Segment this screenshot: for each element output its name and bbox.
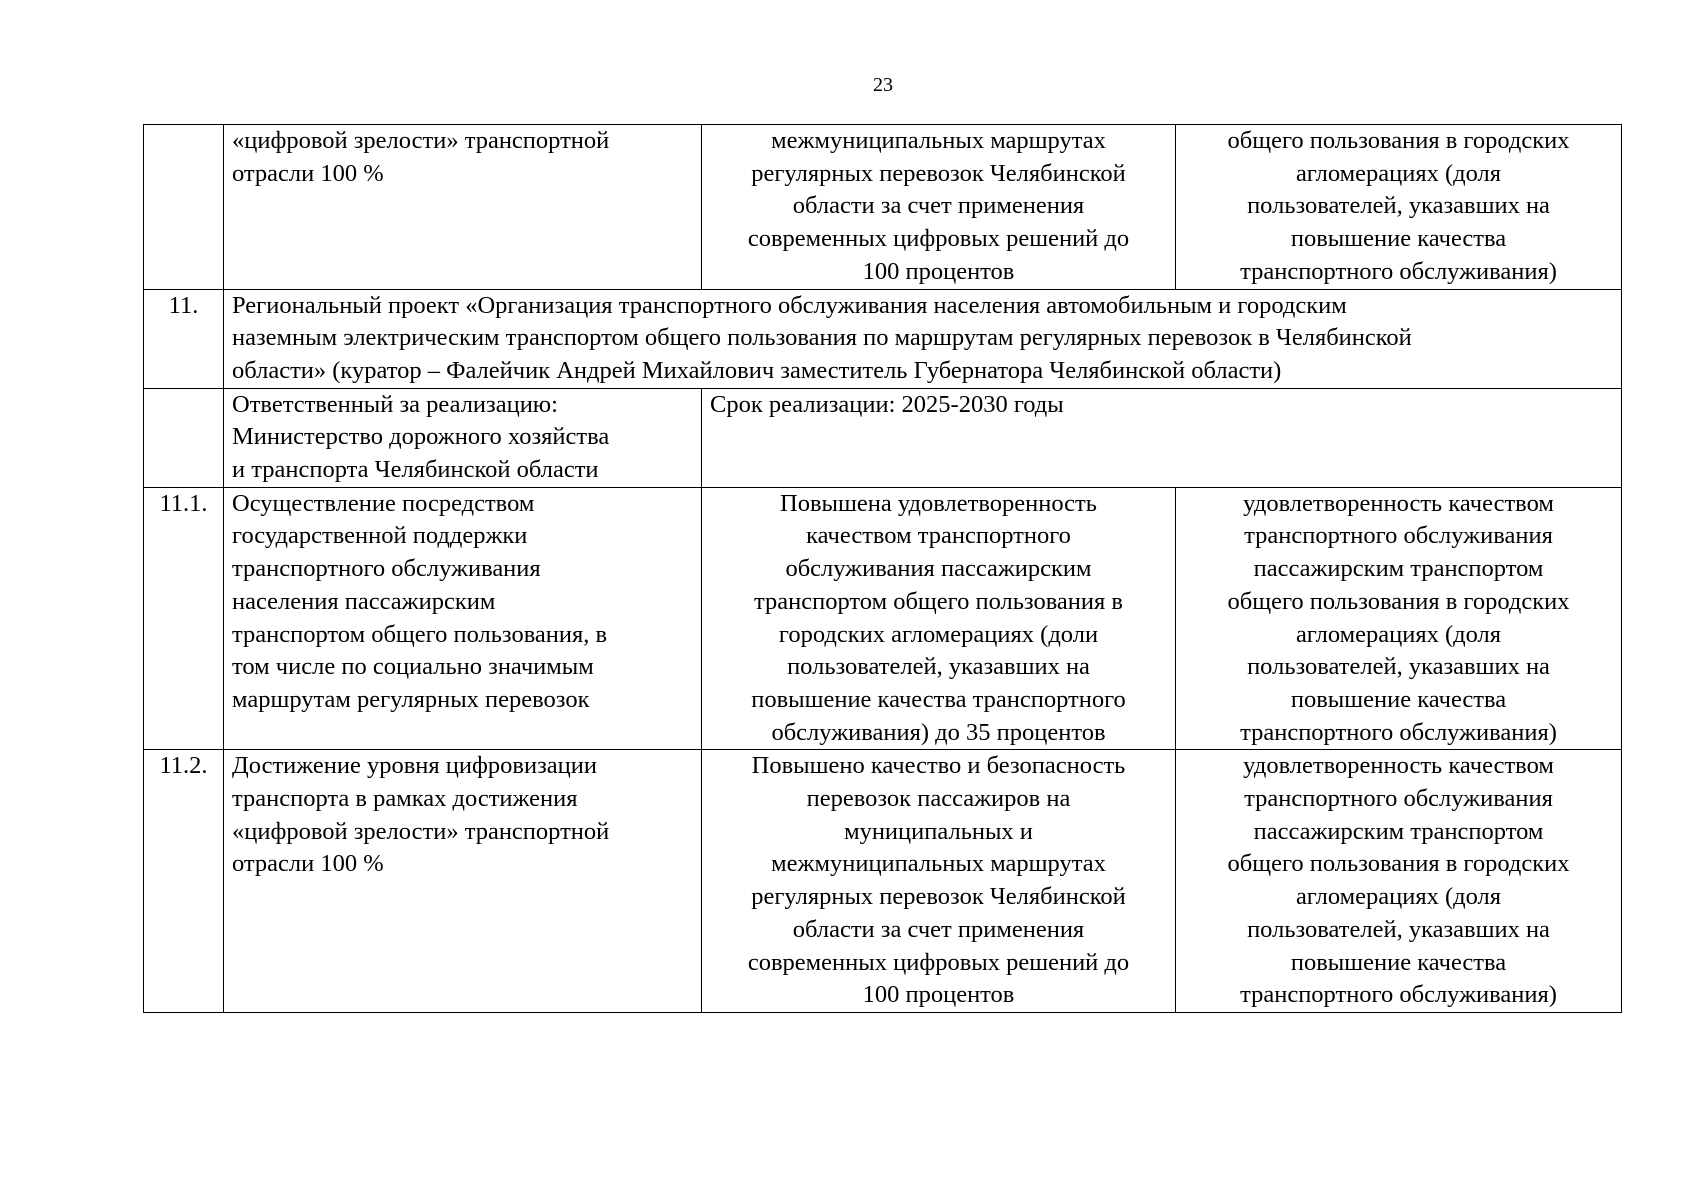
- indicator-cell: удовлетворенность качеством транспортного обслуживания пассажирским транспортом общего пользования в городских агломерациях (доля пользователей, указавших на повышение качества транспортного обслуживания): [1176, 487, 1622, 750]
- table-row-project: [144, 289, 1622, 388]
- page-number: 23: [873, 74, 893, 96]
- term-cell: Срок реализации: 2025-2030 годы: [702, 388, 1622, 487]
- table-row: [144, 750, 1622, 1013]
- row-number: 11.2.: [144, 750, 224, 1013]
- table-row-continuation: [144, 125, 1622, 290]
- activity-cell: Достижение уровня цифровизации транспорта в рамках достижения «цифровой зрелости» транспортной отрасли 100 %: [224, 750, 702, 1013]
- activity-cell: «цифровой зрелости» транспортной отрасли 100 %: [224, 125, 702, 290]
- project-title: Региональный проект «Организация транспортного обслуживания населения автомобильным и городским наземным электрическим транспортом общего пользования по маршрутам регулярных перевозок в Челябинской области» (куратор – Фалейчик Андрей Михайлович заместитель Губернатора Челябинской области): [224, 289, 1622, 388]
- result-cell: Повышено качество и безопасность перевозок пассажиров на муниципальных и межмуниципальных маршрутах регулярных перевозок Челябинской области за счет применения современных цифровых решений до 100 процентов: [702, 750, 1176, 1013]
- responsible-cell: Ответственный за реализацию: Министерство дорожного хозяйства и транспорта Челябинской области: [224, 388, 702, 487]
- project-number: 11.: [144, 289, 224, 388]
- measures-table: [143, 124, 1622, 1013]
- result-cell: межмуниципальных маршрутах регулярных перевозок Челябинской области за счет применения современных цифровых решений до 100 процентов: [702, 125, 1176, 290]
- row-number: 11.1.: [144, 487, 224, 750]
- table-row-responsible: [144, 388, 1622, 487]
- row-number: [144, 125, 224, 290]
- result-cell: Повышена удовлетворенность качеством транспортного обслуживания пассажирским транспортом общего пользования в городских агломерациях (доли пользователей, указавших на повышение качества транспортного обслуживания) до 35 процентов: [702, 487, 1176, 750]
- indicator-cell: удовлетворенность качеством транспортного обслуживания пассажирским транспортом общего пользования в городских агломерациях (доля пользователей, указавших на повышение качества транспортного обслуживания): [1176, 750, 1622, 1013]
- table-row: [144, 487, 1622, 750]
- activity-cell: Осуществление посредством государственной поддержки транспортного обслуживания населения пассажирским транспортом общего пользования, в том числе по социально значимым маршрутам регулярных перевозок: [224, 487, 702, 750]
- indicator-cell: общего пользования в городских агломерациях (доля пользователей, указавших на повышение качества транспортного обслуживания): [1176, 125, 1622, 290]
- row-number: [144, 388, 224, 487]
